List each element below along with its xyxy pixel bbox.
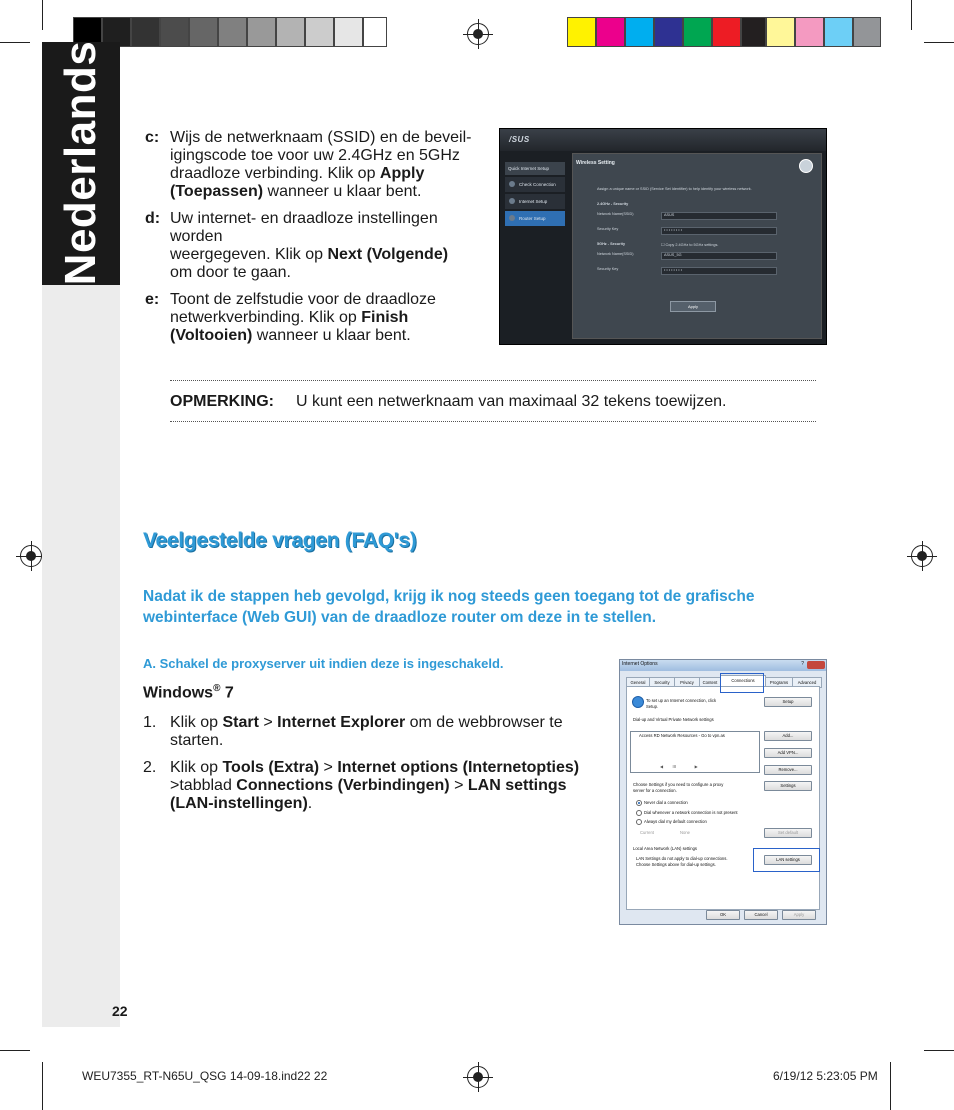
registration-mark-icon — [911, 545, 933, 567]
lan-text: LAN Settings do not apply to dial-up connections. — [636, 856, 728, 861]
step-text: wanneer u klaar bent. — [252, 327, 411, 344]
radio-label: Dial whenever a network connection is not present — [644, 810, 738, 815]
router-field-label: Security Key — [597, 227, 619, 231]
ok-button: OK — [706, 910, 740, 920]
router-description: Assign a unique name or SSID (Service Set Identifier) to help identify your wireless network. — [597, 187, 752, 191]
vpn-list-item: Access RD Network Resources - Go to vpn.as — [639, 733, 725, 738]
step-text: draadloze verbinding. Klik op — [170, 165, 380, 182]
tab-privacy: Privacy — [674, 677, 700, 688]
highlight-lan-settings — [753, 848, 820, 872]
connection-icon — [632, 696, 644, 708]
faq-heading: Veelgestelde vragen (FAQ's) — [143, 529, 417, 552]
radio-never-dial — [636, 800, 642, 806]
router-section-label: 5GHz - Security — [597, 242, 626, 246]
step-text: netwerkverbinding. Klik op — [170, 309, 362, 326]
current-label: Current — [640, 830, 654, 835]
router-field-label: Network Name(SSID) — [597, 252, 634, 256]
step-text: wanneer u klaar bent. — [263, 183, 422, 200]
step-label: d: — [145, 210, 161, 227]
router-main-panel — [572, 153, 822, 339]
registration-mark-icon — [20, 545, 42, 567]
lan-header: Local Area Network (LAN) settings — [633, 846, 698, 851]
help-icon: ? — [801, 661, 804, 667]
step-text: Toont de zelfstudie voor de draadloze — [170, 291, 436, 308]
router-key-field: • • • • • • • • — [664, 228, 683, 232]
proxy-text: server for a connection. — [633, 788, 677, 793]
step-bold: (Voltooien) — [170, 327, 253, 344]
step-text: worden — [170, 228, 223, 245]
step-label: e: — [145, 291, 160, 308]
step-text: om door te gaan. — [170, 264, 291, 281]
router-apply-button: Apply — [670, 301, 716, 312]
footer-date: 6/19/12 5:23:05 PM — [773, 1069, 878, 1083]
setup-button: Setup — [764, 697, 812, 707]
router-panel-title: Wireless Setting — [576, 160, 615, 166]
instruction-number: 1. — [143, 714, 157, 731]
step-bold: Next (Volgende) — [327, 246, 449, 263]
lan-text: Choose Settings above for dial-up settings. — [636, 862, 716, 867]
router-sidebar-header: Quick Internet Setup — [505, 162, 565, 175]
instruction-number: 2. — [143, 759, 157, 776]
faq-question: Nadat ik de stappen heb gevolgd, krijg ik nog steeds geen toegang tot de grafische webinterface (Web GUI) van de draadloze router om deze in te stellen. — [143, 588, 755, 626]
registration-mark-icon — [467, 23, 489, 45]
note-label: OPMERKING: — [170, 393, 274, 410]
router-sidebar-item: Internet Setup — [505, 194, 565, 209]
tab-connections: Connections — [720, 675, 766, 688]
router-ssid-field: ASUS_5G — [664, 253, 682, 257]
router-setup-screenshot — [499, 128, 827, 345]
router-key-field: • • • • • • • • — [664, 268, 683, 272]
copy-settings-checkbox: ☐ Copy 2.4GHz to 5GHz settings. — [661, 243, 719, 247]
dialup-header: Dial-up and Virtual Private Network settings — [633, 717, 714, 722]
highlight-connections-tab — [720, 673, 764, 693]
radio-dial-whenever — [636, 810, 642, 816]
set-default-button: Set default — [764, 828, 812, 838]
note — [170, 393, 727, 411]
registration-mark-icon — [467, 1066, 489, 1088]
apply-button: Apply — [782, 910, 816, 920]
radio-label: Always dial my default connection — [644, 819, 707, 824]
setup-text: Setup. — [646, 704, 659, 709]
router-section-label: 2.4GHz - Security — [597, 202, 629, 206]
os-heading: Windows® 7 — [143, 683, 234, 702]
radio-label: Never dial a connection — [644, 800, 688, 805]
router-sidebar-item: Check Connection — [505, 177, 565, 192]
tab-security: Security — [649, 677, 675, 688]
step-text: weergegeven. Klik op — [170, 246, 328, 263]
router-ssid-field: ASUS — [664, 213, 675, 217]
settings-button: Settings — [764, 781, 812, 791]
radio-always-dial — [636, 819, 642, 825]
divider — [170, 380, 816, 381]
dialog-title: Internet Options — [622, 661, 658, 667]
step-bold: Apply — [379, 165, 425, 182]
setup-text: To set up an Internet connection, click — [646, 698, 717, 703]
step-label: c: — [145, 129, 160, 146]
note-text: U kunt een netwerknaam van maximaal 32 tekens toewijzen. — [296, 393, 727, 410]
language-title: Nederlands — [56, 40, 105, 286]
home-icon — [799, 159, 813, 173]
step-text: Wijs de netwerknaam (SSID) en de beveil- — [170, 129, 472, 146]
divider — [170, 421, 816, 422]
faq-answer-heading: A. Schakel de proxyserver uit indien deze is ingeschakeld. — [143, 656, 504, 671]
tab-content: Content — [699, 677, 721, 688]
remove-button: Remove... — [764, 765, 812, 775]
current-value: None — [680, 830, 691, 835]
cancel-button: Cancel — [744, 910, 778, 920]
step-bold: (Toepassen) — [170, 183, 264, 200]
router-sidebar-item-active: Router Setup — [505, 211, 565, 226]
add-vpn-button: Add VPN... — [764, 748, 812, 758]
internet-options-screenshot — [619, 659, 827, 925]
close-icon — [807, 661, 825, 669]
proxy-text: Choose Settings if you need to configure a proxy — [633, 782, 724, 787]
tab-advanced: Advanced — [792, 677, 822, 688]
step-bold: Finish — [361, 309, 409, 326]
tab-programs: Programs — [765, 677, 793, 688]
asus-logo: /SUS — [509, 135, 530, 144]
footer-file: WEU7355_RT-N65U_QSG 14-09-18.ind22 22 — [82, 1069, 328, 1083]
scrollbar: ◀ III ▶ — [660, 764, 698, 769]
router-sidebar — [505, 162, 565, 228]
step-text: igingscode toe voor uw 2.4GHz en 5GHz — [170, 147, 460, 164]
page-number: 22 — [112, 1003, 128, 1019]
router-field-label: Network Name(SSID) — [597, 212, 634, 216]
tab-general: General — [626, 677, 650, 688]
add-button: Add... — [764, 731, 812, 741]
step-text: Uw internet- en draadloze instellingen — [170, 210, 438, 227]
router-field-label: Security Key — [597, 267, 619, 271]
lan-settings-button: LAN settings — [764, 855, 812, 865]
